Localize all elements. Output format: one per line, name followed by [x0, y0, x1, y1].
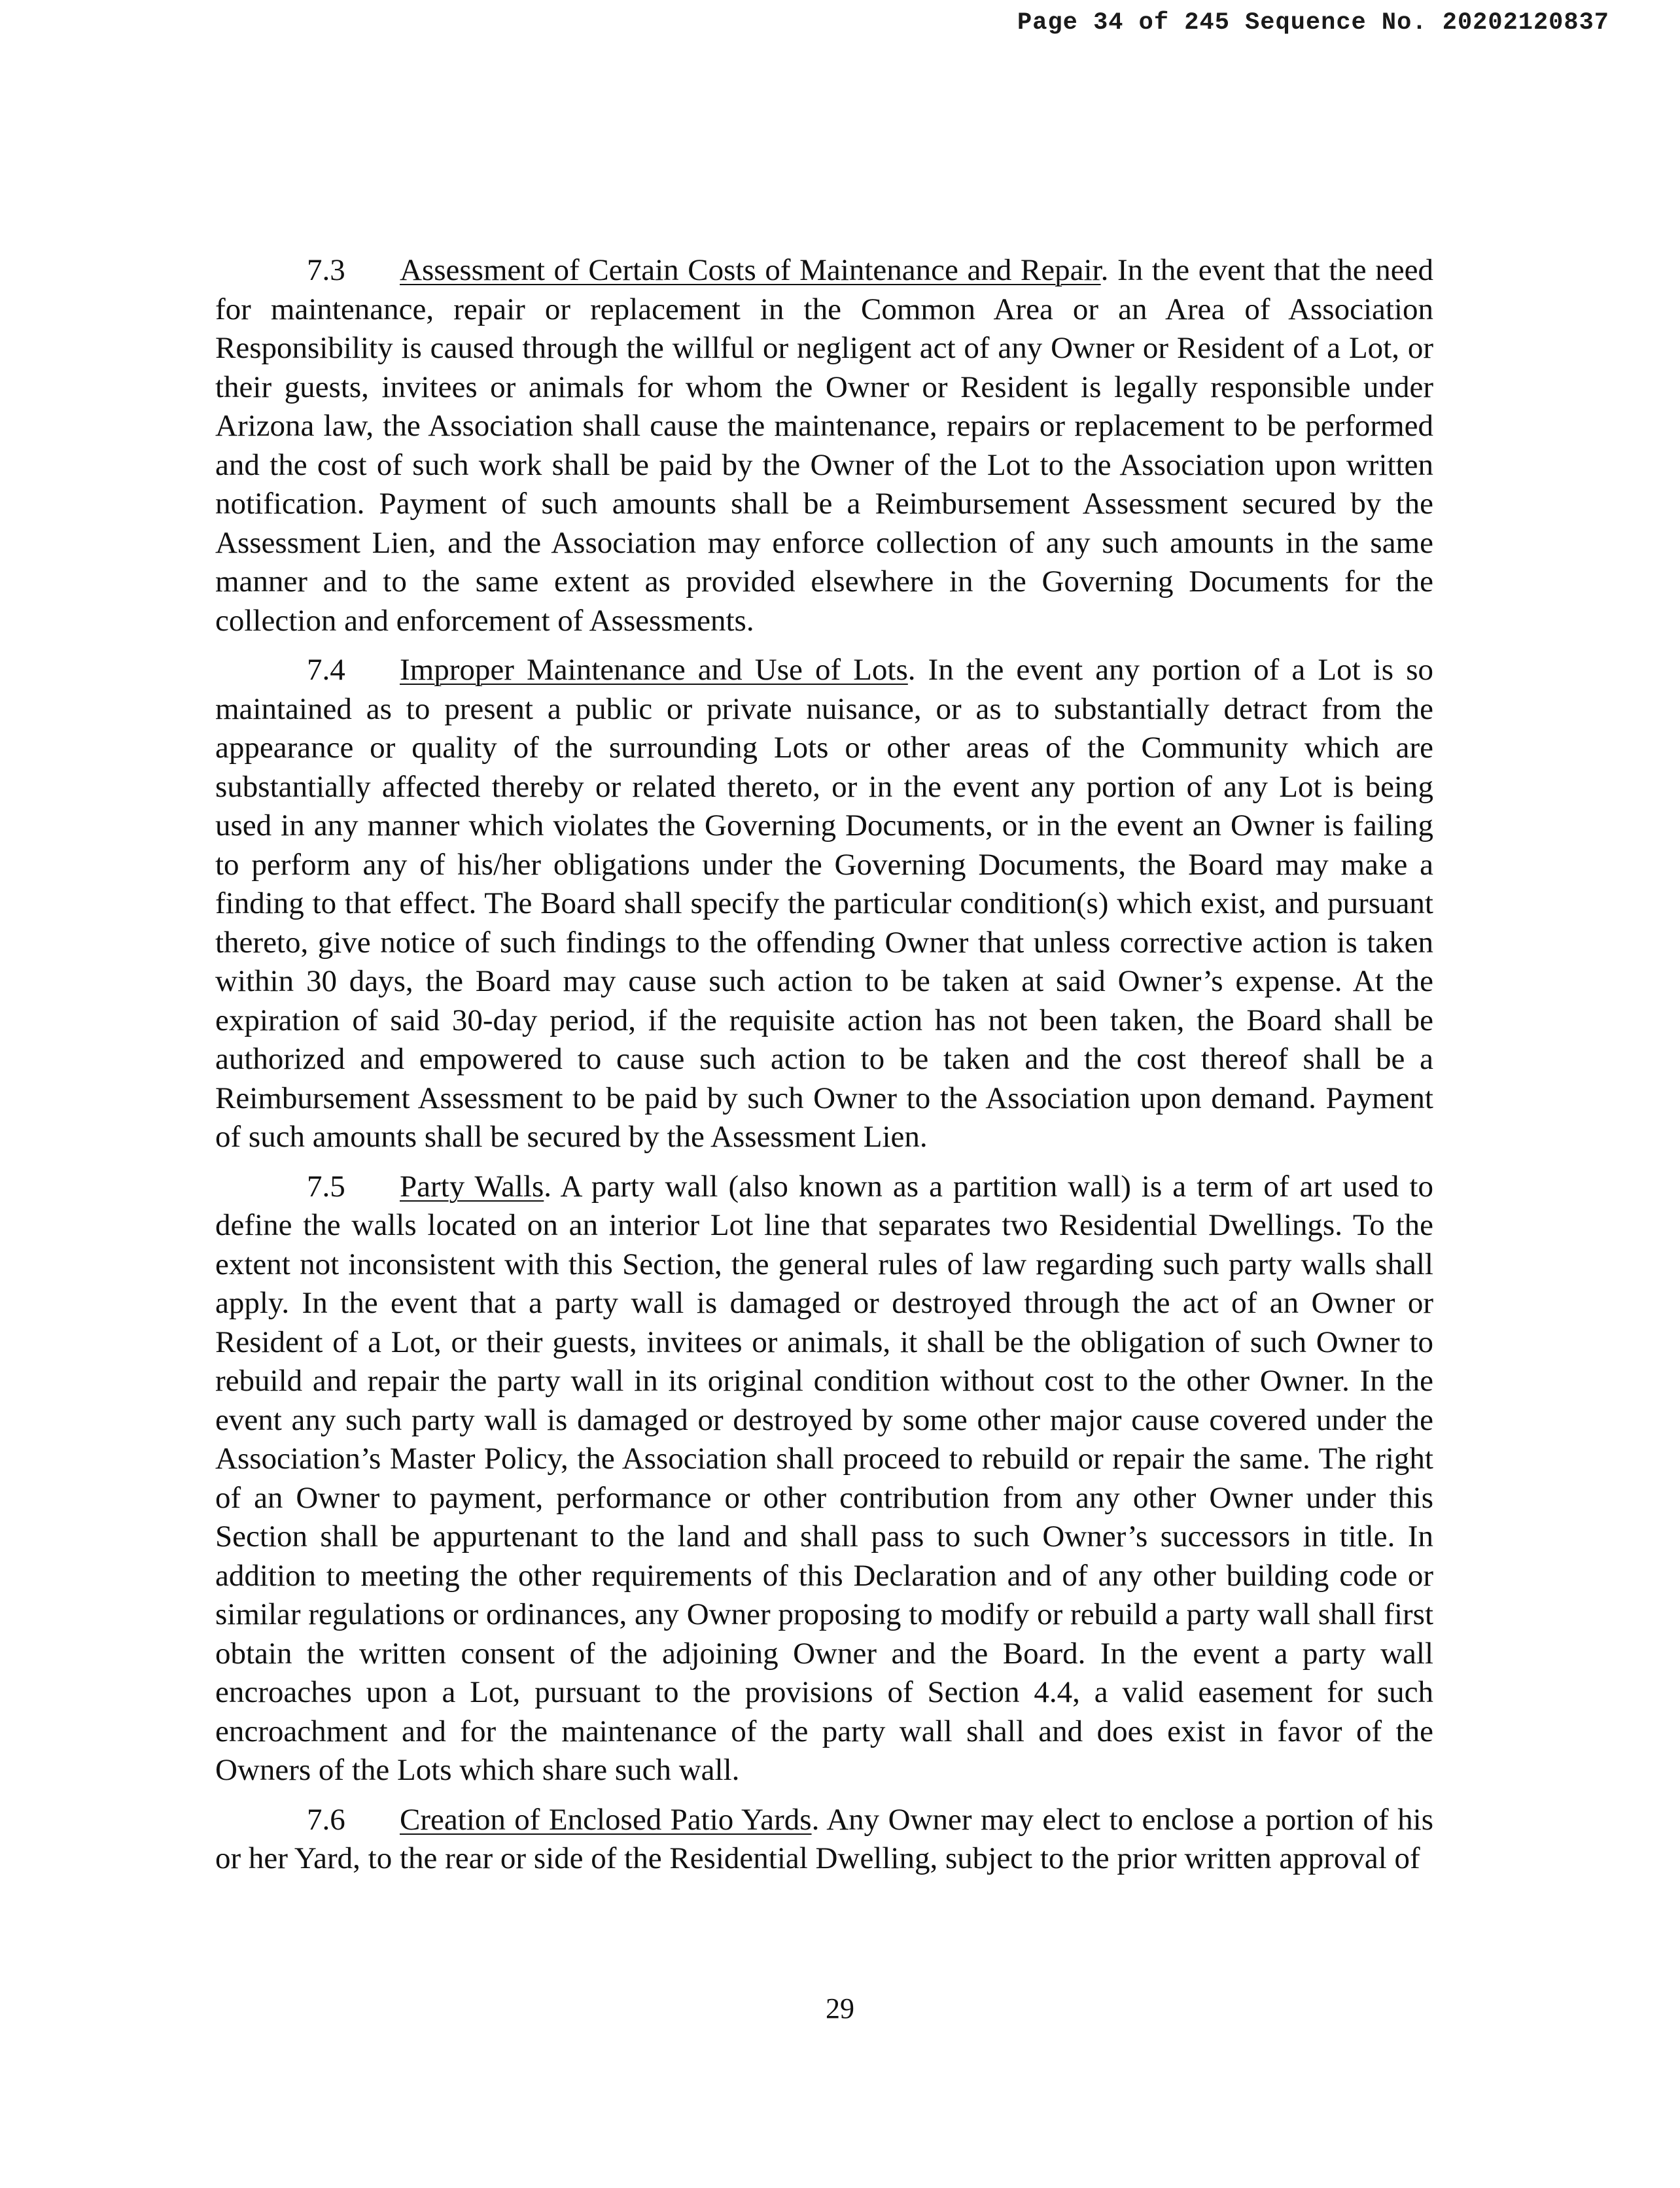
page-sequence-stamp: Page 34 of 245 Sequence No. 20202120837	[1017, 9, 1609, 37]
section-title: Assessment of Certain Costs of Maintenance and Repair	[400, 253, 1101, 287]
section-number: 7.3	[307, 253, 345, 287]
section-title: Improper Maintenance and Use of Lots	[400, 653, 908, 687]
section-body: . In the event that the need for maintenance, repair or replacement in the Common Area or an Area of Association Responsibility is caused through the willful or negligent act of any Owner or Resident of a Lot, or their guests, invitees or animals for whom the Owner or Resident is legally responsible under Arizona law, the Association shall cause the maintenance, repairs or replacement to be performed and the cost of such work shall be paid by the Owner of the Lot to the Association upon written notification. Payment of such amounts shall be a Reimbursement Assessment secured by the Assessment Lien, and the Association may enforce collection of any such amounts in the same manner and to the same extent as provided elsewhere in the Governing Documents for the collection and enforcement of Assessments.	[215, 253, 1433, 638]
section-body: . Any Owner may elect to enclose a portion of his or her Yard, to the rear or side of the Residential Dwelling, subject to the prior written approval of	[215, 1802, 1433, 1875]
section-7-5	[215, 1168, 1433, 1790]
section-number: 7.4	[307, 653, 345, 687]
section-number: 7.6	[307, 1802, 345, 1837]
page-number: 29	[826, 1992, 854, 2024]
document-body	[215, 251, 1433, 1889]
section-7-4	[215, 651, 1433, 1157]
section-number: 7.5	[307, 1169, 345, 1204]
section-body: . A party wall (also known as a partition wall) is a term of art used to define the walls located on an interior Lot line that separates two Residential Dwellings. To the extent not inconsistent with this Section, the general rules of law regarding such party walls shall apply. In the event that a party wall is damaged or destroyed through the act of an Owner or Resident of a Lot, or their guests, invitees or animals, it shall be the obligation of such Owner to rebuild and repair the party wall in its original condition without cost to the other Owner. In the event any such party wall is damaged or destroyed by some other major cause covered under the Association’s Master Policy, the Association shall proceed to rebuild or repair the same. The right of an Owner to payment, performance or other contribution from any other Owner under this Section shall be appurtenant to the land and shall pass to such Owner’s successors in title. In addition to meeting the other requirements of this Declaration and of any other building code or similar regulations or ordinances, any Owner proposing to modify or rebuild a party wall shall first obtain the written consent of the adjoining Owner and the Board. In the event a party wall encroaches upon a Lot, pursuant to the provisions of Section 4.4, a valid easement for such encroachment and for the maintenance of the party wall shall and does exist in favor of the Owners of the Lots which share such wall.	[215, 1169, 1433, 1787]
section-title: Party Walls	[400, 1169, 544, 1204]
section-title: Creation of Enclosed Patio Yards	[400, 1802, 812, 1837]
section-7-6	[215, 1801, 1433, 1879]
section-body: . In the event any portion of a Lot is so maintained as to present a public or private nuisance, or as to substantially detract from the appearance or quality of the surrounding Lots or other areas of the Community which are substantially affected thereby or related thereto, or in the event any portion of any Lot is being used in any manner which violates the Governing Documents, or in the event an Owner is failing to perform any of his/her obligations under the Governing Documents, the Board may make a finding to that effect. The Board shall specify the particular condition(s) which exist, and pursuant thereto, give notice of such findings to the offending Owner that unless corrective action is taken within 30 days, the Board may cause such action to be taken at said Owner’s expense. At the expiration of said 30-day period, if the requisite action has not been taken, the Board shall be authorized and empowered to cause such action to be taken and the cost thereof shall be a Reimbursement Assessment to be paid by such Owner to the Association upon demand. Payment of such amounts shall be secured by the Assessment Lien.	[215, 653, 1433, 1154]
section-7-3	[215, 251, 1433, 640]
